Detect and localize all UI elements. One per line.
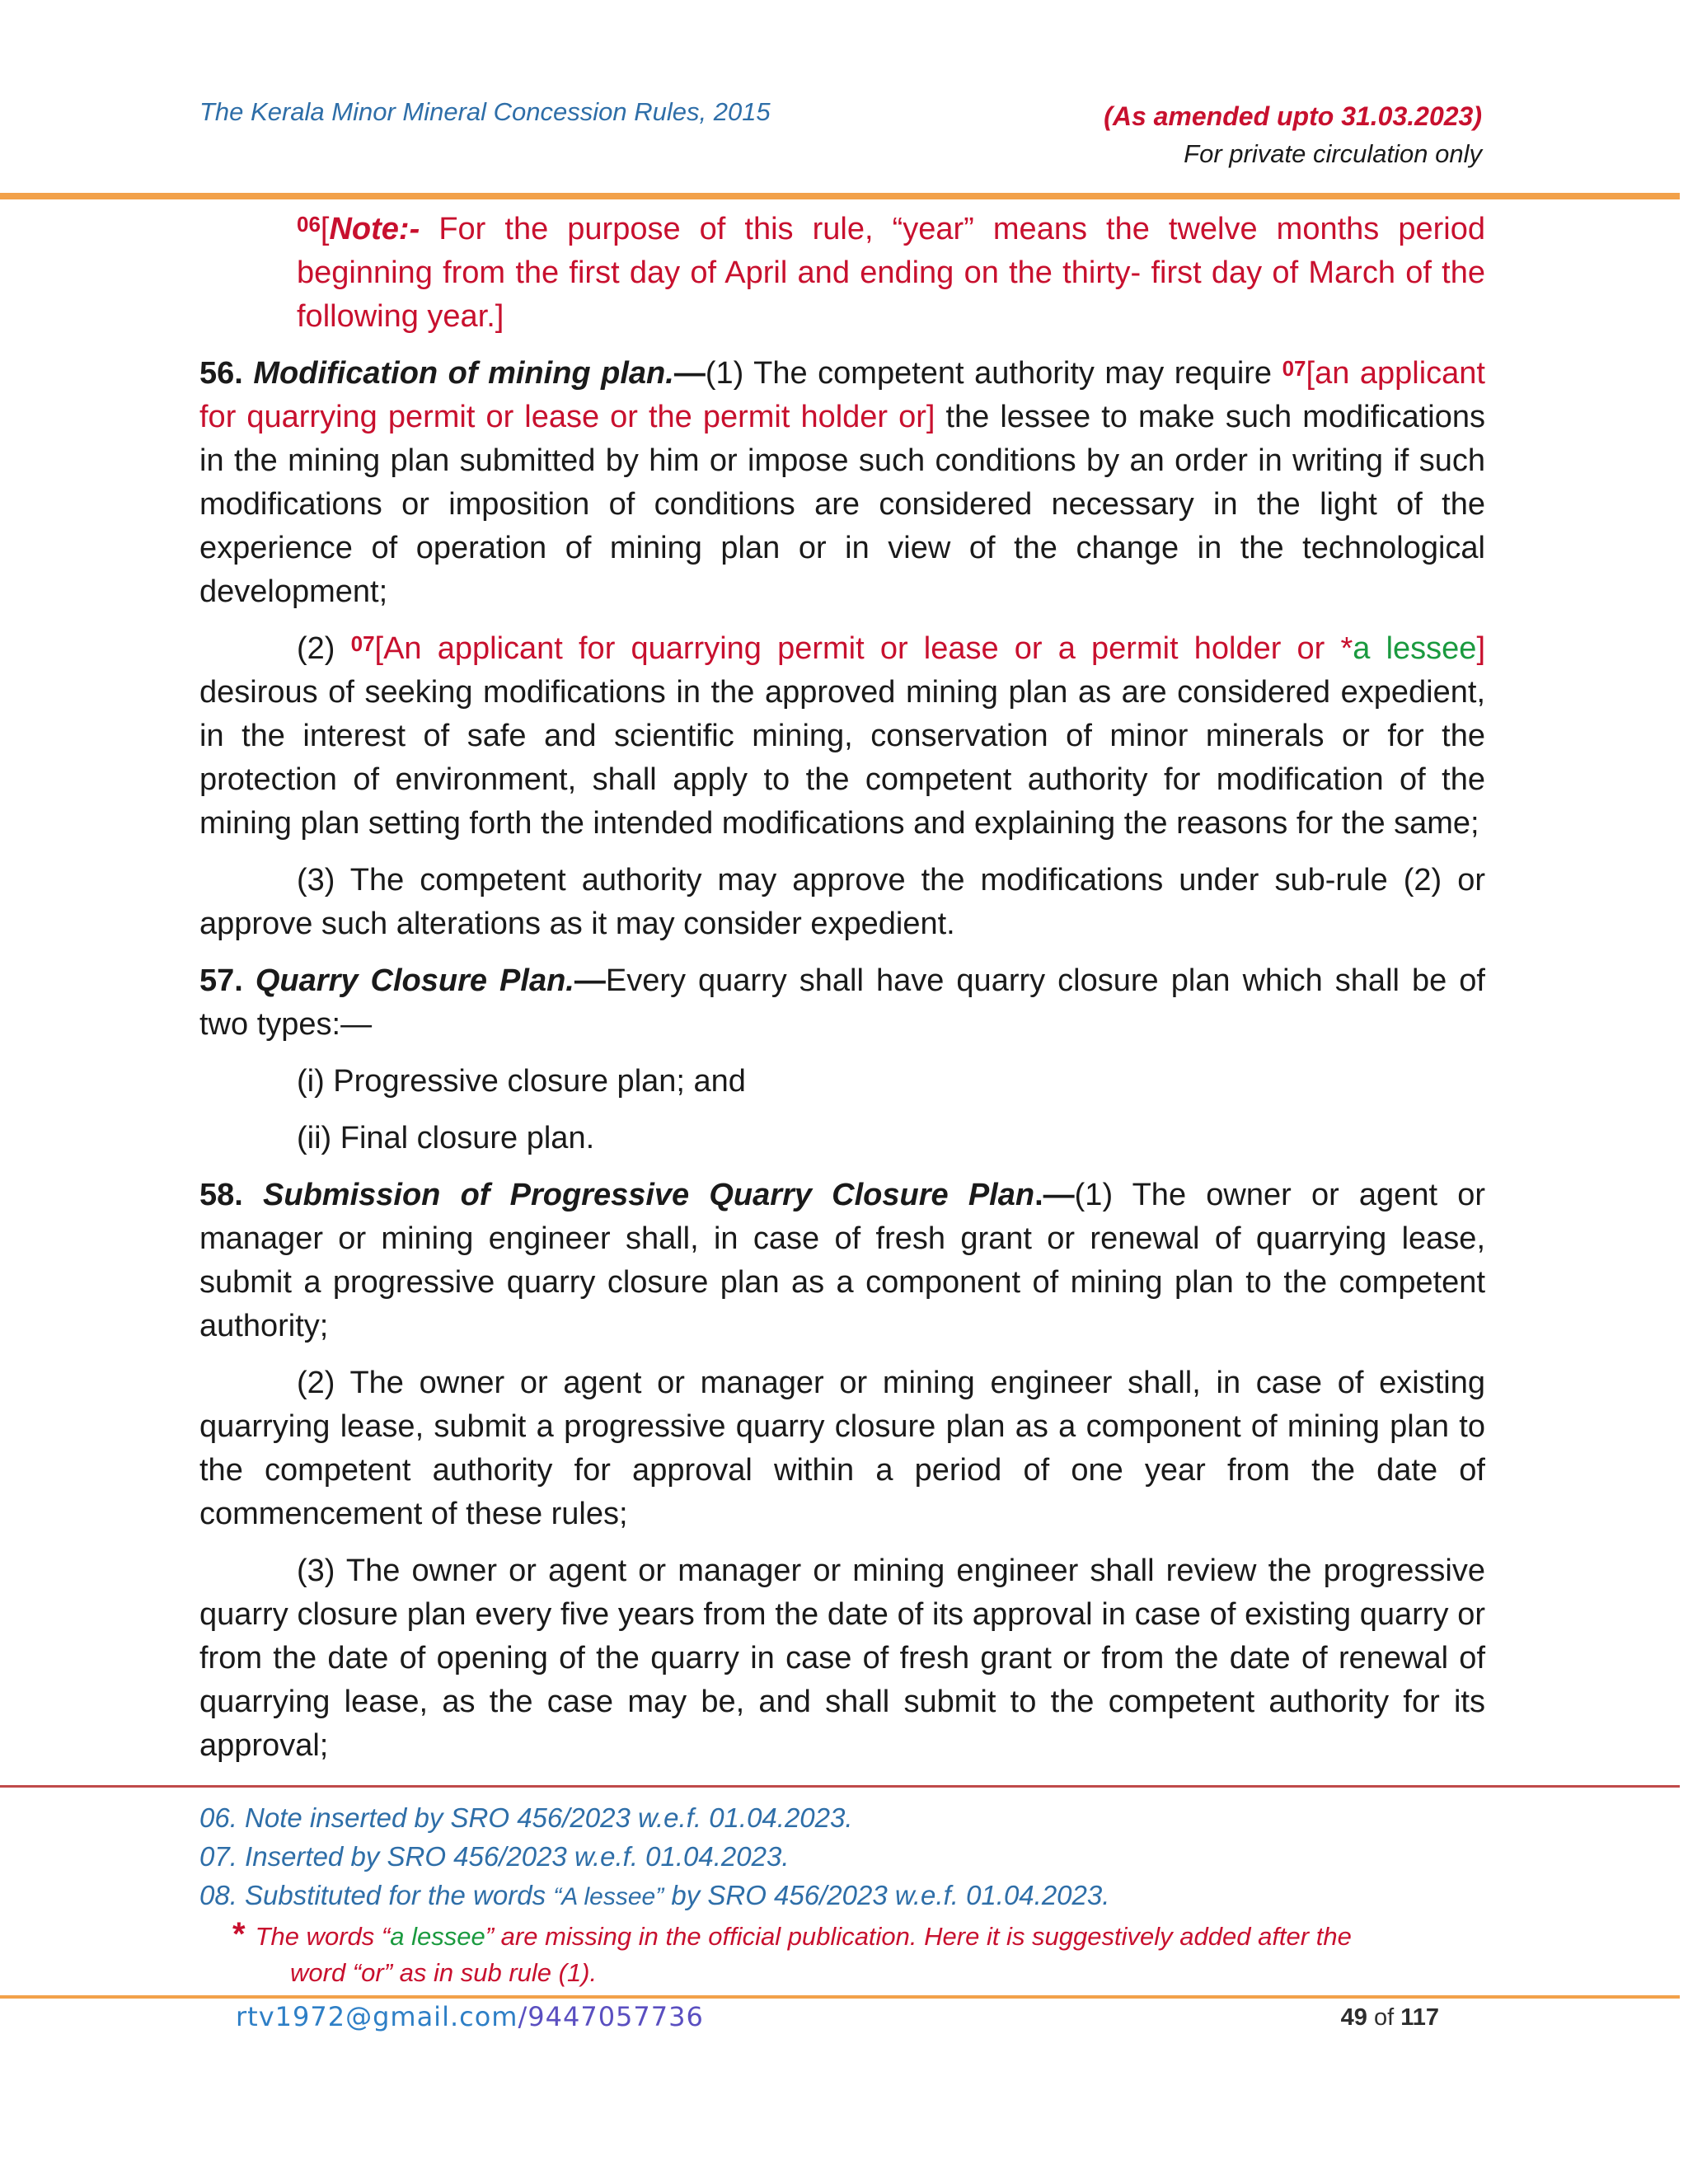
section-number: 56. — [199, 356, 243, 391]
list-item: (i) Progressive closure plan; and — [297, 1064, 746, 1099]
document-body — [199, 208, 1485, 1768]
header-rule — [0, 193, 1680, 199]
footnote-ref: 06 — [297, 212, 321, 237]
rule-note: $^{06}$[Note:- For the purpose of this rule, “year” means the twelve months period beginning from the first day of April and ending on the thirty- first day of March of the following year.] — [297, 212, 1485, 334]
contact-info — [236, 2001, 704, 2032]
note-text: For the purpose of this rule, “year” means the twelve months period beginning from the first day of April and ending on the thirty- first day of March of the following year.] — [297, 212, 1485, 334]
section-56-para-3: (3) The competent authority may approve the modifications under sub-rule (2) or approve such alterations as it may consider expedient. — [199, 863, 1485, 941]
section-number: 58. — [199, 1178, 243, 1212]
section-title: Modification of mining plan. — [253, 356, 674, 391]
section-56-para-1: 56. Modification of mining plan.—(1) The competent authority may require $^{07}$[an applicant for quarrying permit or lease or the permit holder or] the lessee to make such modifications in the mining plan submitted by him or impose such conditions by an order in writing if such modifications or imposition of conditions are considered necessary in the light of the experience of operation of mining plan or in view of the change in the technological development; — [199, 356, 1485, 609]
section-57: 57. Quarry Closure Plan.—Every quarry shall have quarry closure plan which shall be of two types:— — [199, 963, 1485, 1042]
header-right — [1104, 97, 1482, 173]
section-56-para-2: (2) $^{07}$[An applicant for quarrying permit or lease or a permit holder or *a lessee] desirous of seeking modifications in the approved mining plan as are considered expedient, in the interest of safe and scientific mining, conservation of minor minerals or for the protection of environment, shall apply to the competent authority for modification of the mining plan setting forth the intended modifications and explaining the reasons for the same; — [199, 631, 1485, 841]
page-number: 49 of 117 — [1340, 2004, 1439, 2031]
amended-text: [an applicant for quarrying permit or lease or the permit holder or] — [199, 356, 1485, 434]
footnote-rule — [0, 1785, 1680, 1788]
section-number: 57. — [199, 963, 243, 998]
footnotes — [199, 1798, 1518, 1991]
section-58-para-2: (2) The owner or agent or manager or mining engineer shall, in case of existing quarrying lease, submit a progressive quarry closure plan as a component of mining plan to the competent authority for approval within a period of one year from the date of commencement of these rules; — [199, 1366, 1485, 1531]
phone-number: /9447057736 — [518, 2001, 704, 2032]
footnote-07: 07. Inserted by SRO 456/2023 w.e.f. 01.04.2023. — [199, 1841, 790, 1872]
suggested-text: a lessee — [1353, 631, 1477, 666]
document-title: The Kerala Minor Mineral Concession Rules, 2015 — [199, 97, 771, 126]
footnote-06: 06. Note inserted by SRO 456/2023 w.e.f. 01.04.2023. — [199, 1802, 853, 1833]
section-58-para-3: (3) The owner or agent or manager or mining engineer shall review the progressive quarry closure plan every five years from the date of its approval in case of existing quarry or from the date of opening of the quarry in case of fresh grant or from the date of renewal of quarrying lease, as the case may be, and shall submit to the competent authority for its approval; — [199, 1554, 1485, 1763]
footnote-ref: 07 — [1282, 356, 1306, 381]
section-58-para-1: 58. Submission of Progressive Quarry Closure Plan.—(1) The owner or agent or manager or mining engineer shall, in case of fresh grant or renewal of quarrying lease, submit a progressive quarry closure plan as a component of mining plan to the competent authority; — [199, 1178, 1485, 1343]
list-item: (ii) Final closure plan. — [297, 1121, 595, 1155]
section-title: Submission of Progressive Quarry Closure Plan — [263, 1178, 1035, 1212]
footer-rule — [0, 1995, 1680, 1999]
footnote-ref: 07 — [350, 631, 375, 656]
note-label: Note:- — [329, 212, 420, 246]
asterisk-icon: * — [232, 1916, 246, 1952]
footnote-star: * The words “a lessee” are missing in the official publication. Here it is suggestively added after the word “or” as in sub rule (1). — [232, 1916, 1352, 1987]
amendment-date: (As amended upto 31.03.2023) — [1104, 101, 1482, 131]
circulation-note: For private circulation only — [1184, 139, 1482, 168]
amended-text: [An applicant for quarrying permit or lease or a permit holder or * — [374, 631, 1353, 666]
footnote-08: 08. Substituted for the words “A lessee” by SRO 456/2023 w.e.f. 01.04.2023. — [199, 1880, 1110, 1910]
section-title: Quarry Closure Plan. — [255, 963, 574, 998]
email-link[interactable]: rtv1972@gmail.com — [236, 2001, 518, 2032]
